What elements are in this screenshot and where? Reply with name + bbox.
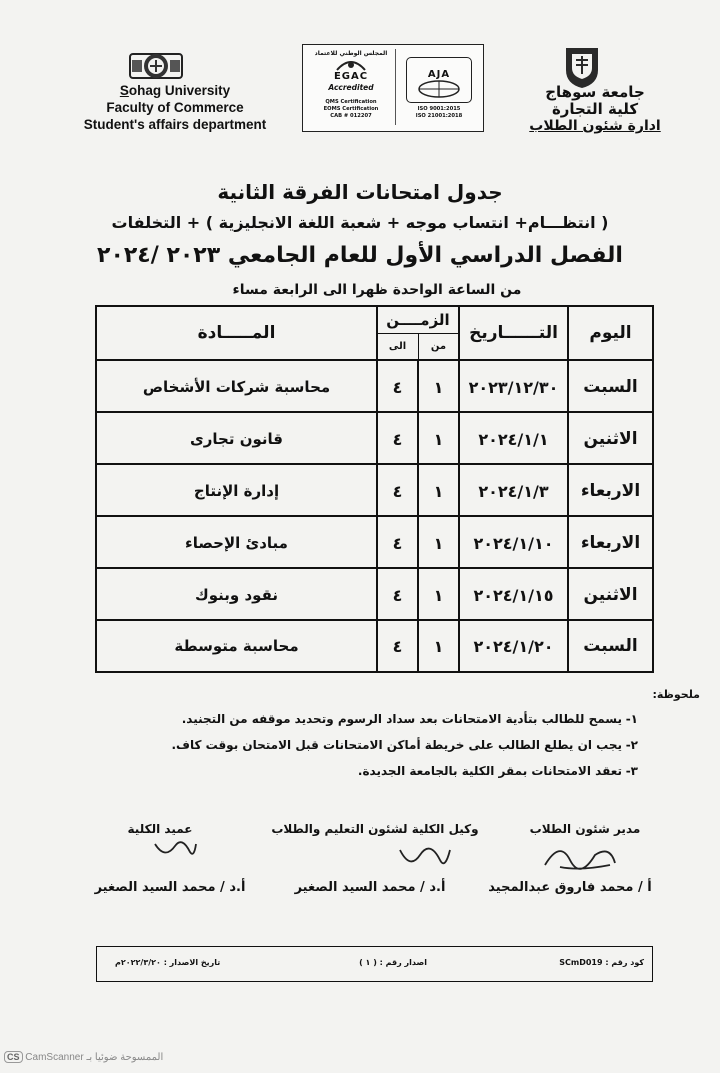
cell-date: ٢٠٢٤/١/١٠ <box>473 533 554 553</box>
cell-to: ٤ <box>392 481 403 501</box>
column-divider <box>376 307 378 359</box>
column-divider <box>376 621 378 671</box>
cell-from: ١ <box>433 481 444 501</box>
camscanner-icon: CS <box>4 1051 23 1063</box>
faculty-name-en: Faculty of Commerce <box>106 100 244 115</box>
header-day: اليوم <box>589 323 632 343</box>
column-divider <box>567 361 569 413</box>
cell-subject: محاسبة متوسطة <box>174 637 299 655</box>
sig-title-affairs-manager: مدير شئون الطلاب <box>529 822 641 836</box>
footer-issue: اصدار رقم : ( ١ ) <box>359 958 427 967</box>
semester-title: الفصل الدراسي الأول للعام الجامعي ٢٠٢٣ /٢٠٢٤ <box>97 243 623 268</box>
table-header-row <box>97 307 652 359</box>
note-text: يجب ان يطلع الطالب على خريطة أماكن الامتحانات قبل الامتحان بوقت كاف. <box>171 738 622 752</box>
column-divider <box>418 333 419 359</box>
table-row <box>97 515 652 569</box>
egac-accredited-text: Accredited <box>328 83 374 92</box>
column-divider <box>458 569 460 621</box>
globe-icon <box>417 80 461 98</box>
cell-day: الاربعاء <box>580 533 641 553</box>
column-divider <box>417 465 419 517</box>
column-divider <box>417 413 419 465</box>
cell-day: الاثنين <box>583 585 638 605</box>
sig-name-vice-dean: أ.د / محمد السيد الصغير <box>294 880 446 895</box>
aja-logo-box <box>406 57 472 103</box>
document-footer <box>96 946 653 982</box>
column-divider <box>567 307 569 359</box>
column-divider <box>417 621 419 671</box>
header-date: التــــــاريخ <box>469 323 558 343</box>
sig-title-dean: عميد الكلية <box>127 822 193 836</box>
cell-day: الاثنين <box>583 429 638 449</box>
column-divider <box>417 569 419 621</box>
header-to: الى <box>388 340 407 352</box>
note-text: يسمح للطالب بتأدية الامتحانات بعد سداد الرسوم وتحديد موقفه من التجنيد. <box>181 712 622 726</box>
note-item <box>182 712 638 726</box>
column-divider <box>376 465 378 517</box>
department-name-en: Student's affairs department <box>83 117 267 132</box>
column-divider <box>376 517 378 569</box>
column-divider <box>417 361 419 413</box>
egac-certificate <box>307 49 396 125</box>
faculty-name-ar: كلية التجارة <box>551 100 639 118</box>
cell-date: ٢٠٢٣/١٢/٣٠ <box>468 377 559 397</box>
exam-schedule-table <box>95 305 654 673</box>
cell-to: ٤ <box>392 636 403 656</box>
cell-to: ٤ <box>392 533 403 553</box>
cell-subject: مبادئ الإحصاء <box>185 534 288 552</box>
signature-mark-dean <box>150 832 200 864</box>
university-name-ar: جامعة سوهاج <box>545 83 645 101</box>
egac-line-2: EOMS Certification <box>323 106 379 112</box>
sig-name-affairs-manager: أ / محمد فاروق عبدالمجيد <box>488 880 652 895</box>
egac-line-3: CAB # 012207 <box>330 113 372 119</box>
column-divider <box>567 413 569 465</box>
note-item <box>358 764 638 778</box>
column-divider <box>458 361 460 413</box>
sig-title-vice-dean: وكيل الكلية لشئون التعليم والطلاب <box>271 822 479 836</box>
column-divider <box>458 517 460 569</box>
schedule-subtitle: ( انتظـــام+ انتساب موجه + شعبة اللغة الانجليزية ) + التخلفات <box>111 213 609 232</box>
egac-emblem-icon <box>335 58 367 72</box>
signature-mark-vice-dean <box>395 835 455 875</box>
egac-arabic-caption: المجلس الوطني للاعتماد <box>314 50 388 57</box>
cell-day: السبت <box>583 377 638 397</box>
cell-subject: محاسبة شركات الأشخاص <box>142 378 331 396</box>
column-divider <box>458 465 460 517</box>
table-row <box>97 567 652 621</box>
aja-logo-text: AJA <box>427 69 451 80</box>
university-name-en: Sohag University <box>119 83 231 98</box>
cell-day: السبت <box>583 636 638 656</box>
cell-date: ٢٠٢٤/١/١٥ <box>473 585 554 605</box>
column-divider <box>567 621 569 671</box>
english-header <box>75 82 275 133</box>
cell-date: ٢٠٢٤/١/٣ <box>478 481 549 501</box>
footer-date: تاريخ الاصدار : ٢٠٢٢/٣/٢٠م <box>115 958 221 967</box>
department-name-ar: ادارة شئون الطلاب <box>529 118 661 134</box>
cell-from: ١ <box>433 585 444 605</box>
column-divider <box>376 361 378 413</box>
note-number: ١- <box>625 712 638 726</box>
cell-day: الاربعاء <box>580 481 641 501</box>
cell-to: ٤ <box>392 585 403 605</box>
egac-logo-text: EGAC <box>333 71 369 82</box>
accreditation-certificate <box>302 44 484 132</box>
cell-date: ٢٠٢٤/١/١ <box>478 429 549 449</box>
header-time: الزمــــن <box>386 311 450 329</box>
sig-name-dean: أ.د / محمد السيد الصغير <box>94 880 246 895</box>
column-divider <box>458 413 460 465</box>
note-text: تعقد الامتحانات بمقر الكلية بالجامعة الجديدة. <box>357 764 622 778</box>
column-divider <box>567 569 569 621</box>
cell-date: ٢٠٢٤/١/٢٠ <box>473 636 554 656</box>
column-divider <box>376 413 378 465</box>
sohag-university-logo <box>128 46 184 86</box>
cell-to: ٤ <box>392 429 403 449</box>
egac-line-1: QMS Certification <box>325 99 377 105</box>
schedule-title: جدول امتحانات الفرقة الثانية <box>217 180 503 204</box>
table-row <box>97 463 652 517</box>
cell-from: ١ <box>433 533 444 553</box>
cell-subject: نقود وبنوك <box>195 586 278 604</box>
note-number: ٣- <box>625 764 638 778</box>
column-divider <box>458 307 460 359</box>
notes-title: ملحوظة: <box>652 688 700 701</box>
cell-from: ١ <box>433 429 444 449</box>
signature-mark-affairs-manager <box>540 835 620 875</box>
camscanner-watermark <box>4 1051 163 1063</box>
cell-from: ١ <box>433 636 444 656</box>
aja-certificate <box>398 49 480 125</box>
cell-subject: إدارة الإنتاج <box>193 482 280 500</box>
header-from: من <box>430 340 447 352</box>
table-row <box>97 359 652 413</box>
column-divider <box>567 465 569 517</box>
arabic-header <box>520 84 670 135</box>
aja-line-2: ISO 21001:2018 <box>415 113 463 119</box>
note-item <box>171 738 638 752</box>
column-divider <box>417 517 419 569</box>
header-subject: المـــــادة <box>197 323 276 343</box>
column-divider <box>458 621 460 671</box>
note-number: ٢- <box>625 738 638 752</box>
column-divider <box>376 569 378 621</box>
footer-code: كود رقم : SCmD019 <box>559 958 644 967</box>
column-divider <box>567 517 569 569</box>
camscanner-text: CamScanner الممسوحة ضوئيا بـ <box>25 1052 164 1063</box>
aja-line-1: ISO 9001:2015 <box>417 106 461 112</box>
table-row <box>97 619 652 671</box>
table-row <box>97 411 652 465</box>
exam-time-note: من الساعة الواحدة ظهرا الى الرابعة مساء <box>232 282 522 298</box>
cell-subject: قانون تجارى <box>190 430 283 448</box>
cell-to: ٤ <box>392 377 403 397</box>
cell-from: ١ <box>433 377 444 397</box>
